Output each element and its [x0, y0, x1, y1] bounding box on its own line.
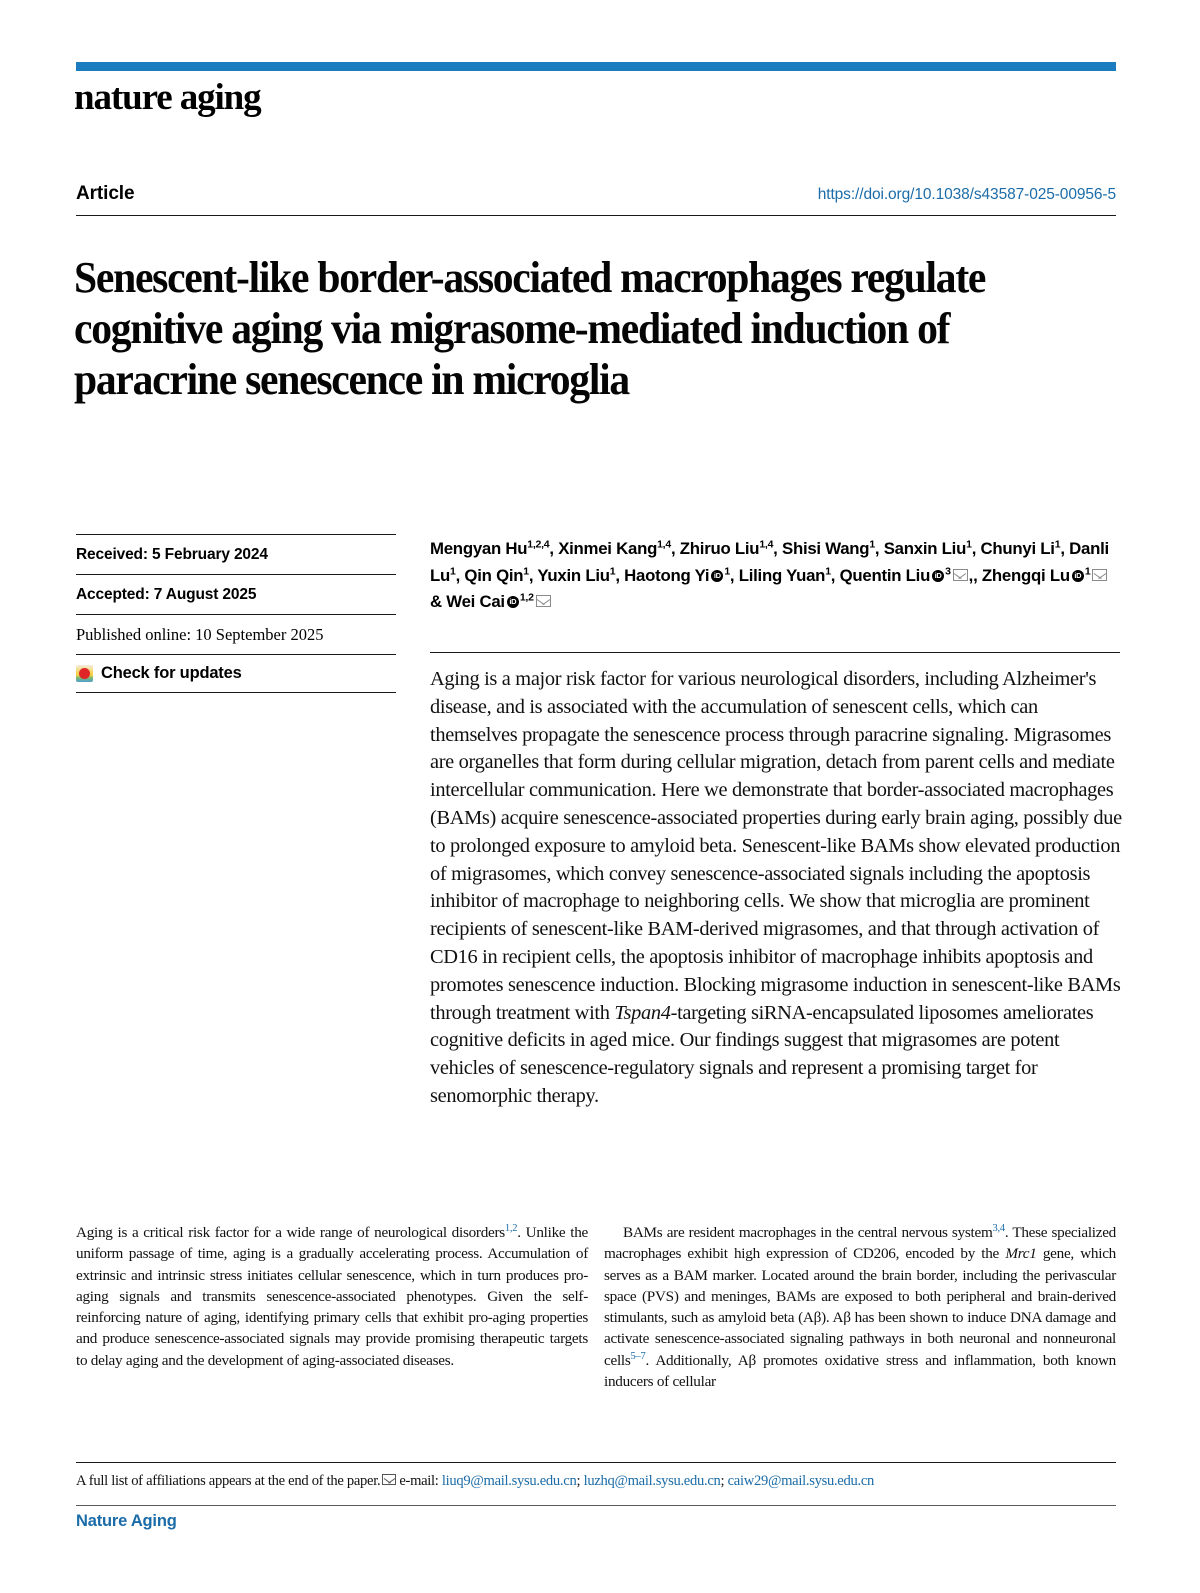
email-label: e-mail:	[399, 1473, 439, 1489]
author-affiliation-marker: 1	[724, 564, 730, 577]
page-title: Senescent-like border-associated macrophages regulate cognitive aging via migrasome-mediated induction of paracrine senescence in microglia	[74, 251, 986, 404]
author-name: , Qin Qin	[455, 565, 524, 585]
check-for-updates-label: Check for updates	[101, 664, 242, 682]
citation-reference[interactable]: 3,4	[992, 1222, 1005, 1234]
publication-dates-panel	[76, 534, 396, 693]
author-affiliation-marker: 1	[609, 564, 616, 577]
author-affiliation-marker: 1	[869, 538, 875, 551]
crossmark-icon	[76, 665, 93, 682]
author-name: , Danli Lu	[430, 539, 1109, 585]
author-name: , Chunyi Li	[971, 539, 1055, 558]
orcid-icon[interactable]	[711, 570, 723, 582]
email-icon	[382, 1474, 396, 1485]
accepted-date: Accepted: 7 August 2025	[76, 586, 257, 603]
author-name: , Quentin Liu	[830, 565, 931, 585]
author-name: Mengyan Hu	[430, 539, 528, 558]
author-name: , Haotong Yi	[615, 565, 710, 585]
email-icon[interactable]	[536, 595, 551, 607]
email-separator: ;	[720, 1473, 728, 1489]
footer-journal-name: Nature Aging	[76, 1512, 177, 1530]
orcid-icon[interactable]	[1072, 570, 1084, 582]
author-name: , Xinmei Kang	[549, 539, 658, 558]
divider	[76, 692, 396, 693]
author-affiliation-marker: 1	[825, 564, 831, 577]
body-column-right	[604, 1222, 1116, 1392]
author-affiliation-marker: 1,2,4	[527, 538, 550, 551]
affiliation-note	[76, 1470, 1116, 1492]
footer-divider-bottom	[76, 1505, 1116, 1506]
bam-text-part1: BAMs are resident macrophages in the central nervous system	[623, 1224, 993, 1241]
body-column-left	[76, 1222, 588, 1371]
check-for-updates-button[interactable]	[76, 655, 396, 692]
article-header-row	[76, 183, 1116, 213]
author-name: , Zhengqi Lu	[973, 565, 1070, 585]
corresponding-email-1[interactable]: liuq9@mail.sysu.edu.cn	[441, 1473, 577, 1489]
author-affiliation-marker: 1	[450, 564, 456, 577]
journal-logo: nature aging	[74, 77, 261, 118]
brand-accent-bar	[76, 62, 1116, 71]
affiliation-text: A full list of affiliations appears at the end of the paper.	[76, 1473, 381, 1489]
intro-text-part2: . Unlike the uniform passage of time, aging is a gradually accelerating process. Accumulation of extrinsic and intrinsic stress initiates cellular senescence, which in turn produces pro-aging signals and transmits senescence-associated phenotypes. Given the self-reinforcing nature of aging, identifying primary cells that exhibit pro-aging properties and produce senescence-associated signals may provide promising therapeutic targets to delay aging and the development of aging-associated diseases.	[76, 1224, 588, 1369]
abstract-text-part2: -targeting siRNA-encapsulated liposomes ameliorates cognitive deficits in aged mice. Our findings suggest that migrasomes are potent vehicles of senescence-regulatory signals and represent a promising target for senomorphic therapy.	[430, 1001, 1094, 1107]
author-name: , Shisi Wang	[773, 539, 870, 558]
corresponding-email-3[interactable]: caiw29@mail.sysu.edu.cn	[727, 1473, 874, 1489]
abstract-text-part1: Aging is a major risk factor for various neurological disorders, including Alzheimer's disease, and is associated with the accumulation of senescent cells, which can themselves propagate the senescence process through paracrine signaling. Migrasomes are organelles that form during cellular migration, detach from parent cells and mediate intercellular communication. Here we demonstrate that border-associated macrophages (BAMs) acquire senescence-associated properties during early brain aging, possibly due to prolonged exposure to amyloid beta. Senescent-like BAMs show elevated production of migrasomes, which convey senescence-associated signals including the apoptosis inhibitor of macrophage to neighboring cells. We show that microglia are prominent recipients of senescent-like BAM-derived migrasomes, and that through activation of CD16 in recipient cells, the apoptosis inhibitor of macrophage inhibits apoptosis and promotes senescence induction. Blocking migrasome induction in senescent-like BAMs through treatment with	[430, 668, 1122, 1024]
author-affiliation-marker: 1,4	[657, 538, 671, 551]
author-list: Mengyan Hu$^{1,2,4}$, Xinmei Kang$^{1,4}$, Zhiruo Liu$^{1,4}$, Shisi Wang$^1$, Sanxin Liu$^1$, Chunyi Li$^1$, Danli Lu$^1$, Qin Qin$^1$, Yuxin Liu$^1$, Haotong Yi iD $^1$, Liling Yuan$^1$, Quentin LiuiD $^3$ ,, Zhengqi Lu iD $^1$ & Wei Cai iD $^{1,2}$	[430, 536, 1120, 616]
author-name: , Zhiruo Liu	[670, 539, 760, 558]
author-name: , Liling Yuan	[729, 565, 826, 585]
author-name: , Sanxin Liu	[874, 539, 967, 558]
orcid-icon[interactable]	[932, 570, 944, 582]
bam-text-part3: gene, which serves as a BAM marker. Located around the brain border, including the perivascular space (PVS) and meninges, BAMs are exposed to both peripheral and brain-derived stimulants, such as amyloid beta (Aβ). Aβ has been shown to induce DNA damage and activate senescence-associated signaling pathways in both neuronal and nonneuronal cells	[604, 1245, 1116, 1369]
author-affiliation-marker: 1,4	[759, 538, 774, 551]
author-affiliation-marker: 1	[1054, 538, 1061, 551]
corresponding-email-2[interactable]: luzhq@mail.sysu.edu.cn	[583, 1473, 721, 1489]
email-icon[interactable]	[1092, 569, 1107, 581]
bam-text-part4: . Additionally, Aβ promotes oxidative stress and inflammation, both known inducers of cellular	[604, 1351, 1116, 1391]
author-affiliation-marker: 1,2	[519, 591, 534, 604]
abstract-divider	[430, 652, 1120, 653]
author-affiliation-marker: 1	[966, 538, 972, 551]
header-divider	[76, 215, 1116, 216]
bam-text-part2: . These specialized macrophages exhibit high expression of CD206, encoded by the	[604, 1224, 1116, 1263]
received-date: Received: 5 February 2024	[76, 546, 268, 563]
author-affiliation-marker: 3	[945, 564, 951, 577]
abstract	[430, 666, 1124, 1111]
doi-link[interactable]: https://doi.org/10.1038/s43587-025-00956-5	[817, 186, 1116, 203]
author-affiliation-marker: 1	[1084, 564, 1091, 577]
footer-divider-top	[76, 1462, 1116, 1463]
author-name: & Wei Cai	[430, 592, 505, 611]
email-icon[interactable]	[953, 569, 968, 581]
orcid-icon[interactable]	[507, 596, 519, 608]
gene-name-mrc1: Mrc1	[1005, 1245, 1037, 1263]
published-date: Published online: 10 September 2025	[76, 625, 324, 644]
citation-reference[interactable]: 1,2	[504, 1222, 518, 1234]
gene-name-tspan4: Tspan4	[614, 1001, 671, 1024]
article-type-label: Article	[76, 183, 135, 204]
author-name: , Yuxin Liu	[528, 565, 610, 585]
citation-reference[interactable]: 5–7	[630, 1350, 646, 1362]
author-affiliation-marker: 1	[523, 564, 529, 577]
email-separator: ;	[576, 1473, 584, 1489]
intro-text-part1: Aging is a critical risk factor for a wide range of neurological disorders	[76, 1224, 505, 1241]
